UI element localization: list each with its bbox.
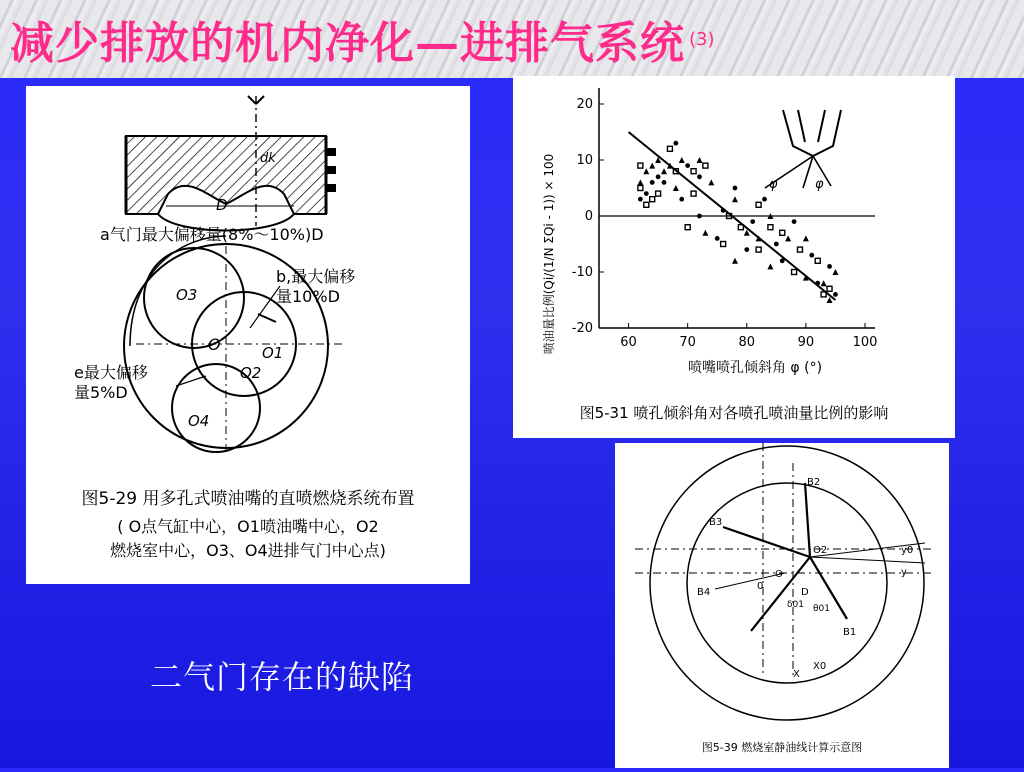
data-point bbox=[744, 247, 749, 252]
data-point bbox=[667, 146, 672, 151]
label-B1: B1 bbox=[843, 627, 857, 638]
data-point bbox=[697, 214, 702, 219]
data-point bbox=[685, 163, 690, 168]
data-point bbox=[785, 235, 791, 241]
data-point bbox=[750, 219, 755, 224]
data-point bbox=[821, 280, 827, 286]
chart-ytick-label: -10 bbox=[571, 265, 593, 280]
data-point bbox=[767, 263, 773, 269]
piston-section bbox=[126, 96, 336, 231]
data-point bbox=[815, 258, 820, 263]
data-point bbox=[792, 219, 797, 224]
chart-ytick-label: 0 bbox=[584, 209, 593, 224]
data-point bbox=[721, 242, 726, 247]
data-point bbox=[644, 202, 649, 207]
data-point bbox=[638, 197, 643, 202]
data-point bbox=[833, 292, 838, 297]
label-D: D bbox=[801, 587, 809, 598]
label-B4: B4 bbox=[697, 587, 711, 598]
label-B3: B3 bbox=[709, 517, 723, 528]
data-point bbox=[697, 174, 702, 179]
label-O1: O1 bbox=[262, 344, 284, 362]
label-O2: O2 bbox=[240, 364, 262, 382]
chart-ytick-label: -20 bbox=[571, 321, 593, 336]
data-point bbox=[715, 236, 720, 241]
label-theta: θ01 bbox=[813, 604, 830, 614]
figure-5-29-caption-1: 图5-29 用多孔式喷油嘴的直喷燃烧系统布置 bbox=[81, 489, 415, 509]
chart-xlabel: 喷嘴喷孔倾斜角 φ (°) bbox=[687, 360, 823, 376]
label-e-line1: e最大偏移 bbox=[74, 363, 148, 382]
chart-xtick-label: 80 bbox=[738, 335, 756, 350]
data-point bbox=[732, 258, 738, 264]
data-point bbox=[691, 191, 696, 196]
figure-5-31 bbox=[513, 76, 955, 438]
data-point bbox=[661, 168, 667, 174]
label-phi-2: φ bbox=[815, 177, 824, 192]
data-point bbox=[832, 269, 838, 275]
data-point bbox=[656, 174, 661, 179]
data-point bbox=[662, 180, 667, 185]
label-delta: δ01 bbox=[787, 600, 804, 610]
label-O3: O3 bbox=[176, 286, 198, 304]
data-point bbox=[673, 185, 679, 191]
label-O4: O4 bbox=[188, 412, 210, 430]
chart-xtick-label: 90 bbox=[797, 335, 815, 350]
figure-5-39-caption: 图5-39 燃烧室静油线计算示意图 bbox=[701, 741, 863, 754]
label-y0: y0 bbox=[901, 545, 914, 556]
chart-ylabel: 喷油量比例(Qi/(1/N ΣQi - 1)) × 100 bbox=[542, 153, 556, 355]
data-point bbox=[679, 157, 685, 163]
slide-title-note: (3) bbox=[689, 28, 715, 50]
data-point bbox=[756, 247, 761, 252]
data-point bbox=[780, 230, 785, 235]
chart-xtick-label: 100 bbox=[852, 335, 878, 350]
label-X: X bbox=[793, 669, 800, 680]
data-point bbox=[696, 157, 702, 163]
figure-5-39 bbox=[615, 443, 949, 768]
chart-ytick-label: 10 bbox=[576, 153, 593, 168]
data-point bbox=[827, 264, 832, 269]
data-point bbox=[703, 163, 708, 168]
label-y: y bbox=[901, 567, 907, 578]
data-point bbox=[768, 225, 773, 230]
figure-5-31-chart bbox=[513, 76, 955, 396]
data-point bbox=[756, 202, 761, 207]
figure-5-29 bbox=[26, 86, 470, 584]
data-point bbox=[792, 270, 797, 275]
label-b-line2: 量10%D bbox=[276, 287, 340, 306]
data-point bbox=[679, 197, 684, 202]
data-point bbox=[643, 168, 649, 174]
label-phi-1: φ bbox=[769, 177, 778, 192]
data-point bbox=[637, 179, 643, 185]
slide-title-bar bbox=[0, 0, 1024, 78]
data-point bbox=[644, 191, 649, 196]
data-point bbox=[638, 163, 643, 168]
label-b-line1: b,最大偏移 bbox=[276, 267, 356, 286]
figure-5-39-drawing bbox=[615, 443, 949, 768]
data-point bbox=[656, 191, 661, 196]
data-point bbox=[797, 247, 802, 252]
figure-5-31-caption: 图5-31 喷孔倾斜角对各喷孔喷油量比例的影响 bbox=[579, 404, 889, 422]
data-point bbox=[702, 230, 708, 236]
data-point bbox=[638, 186, 643, 191]
data-point bbox=[685, 225, 690, 230]
chart-ytick-label: 20 bbox=[576, 97, 593, 112]
data-point bbox=[774, 242, 779, 247]
chart-xtick-label: 70 bbox=[679, 335, 696, 350]
label-O2: O2 bbox=[813, 545, 828, 556]
label-zero: 0 bbox=[757, 581, 764, 592]
label-O: O bbox=[775, 569, 783, 580]
figure-5-29-caption-3: 燃烧室中心，O3、O4进排气门中心点) bbox=[110, 541, 386, 560]
figure-5-29-caption-2: ( O点气缸中心，O1喷油嘴中心，O2 bbox=[117, 517, 379, 536]
data-point bbox=[650, 180, 655, 185]
data-point bbox=[650, 197, 655, 202]
slide-title: 减少排放的机内净化—进排气系统 bbox=[10, 18, 685, 69]
label-D: D bbox=[216, 196, 228, 214]
chart-points bbox=[629, 132, 839, 303]
data-point bbox=[803, 235, 809, 241]
data-point bbox=[733, 186, 738, 191]
data-point bbox=[649, 163, 655, 169]
label-B2: B2 bbox=[807, 477, 821, 488]
label-a: a气门最大偏移量(8%～10%)D bbox=[100, 225, 324, 244]
figure-5-29-drawing bbox=[26, 86, 470, 516]
label-dk: dk bbox=[260, 151, 276, 166]
data-point bbox=[708, 179, 714, 185]
nozzle-sketch bbox=[765, 110, 841, 192]
chart-axes bbox=[572, 88, 878, 350]
data-point bbox=[827, 286, 832, 291]
data-point bbox=[762, 197, 767, 202]
label-e-line2: 量5%D bbox=[74, 383, 128, 402]
data-point bbox=[673, 141, 678, 146]
data-point bbox=[691, 169, 696, 174]
label-O: O bbox=[208, 335, 221, 354]
label-X0: X0 bbox=[813, 661, 827, 672]
data-point bbox=[809, 253, 814, 258]
slide-note: 二气门存在的缺陷 bbox=[150, 658, 415, 696]
data-point bbox=[732, 196, 738, 202]
chart-xtick-label: 60 bbox=[620, 335, 637, 350]
